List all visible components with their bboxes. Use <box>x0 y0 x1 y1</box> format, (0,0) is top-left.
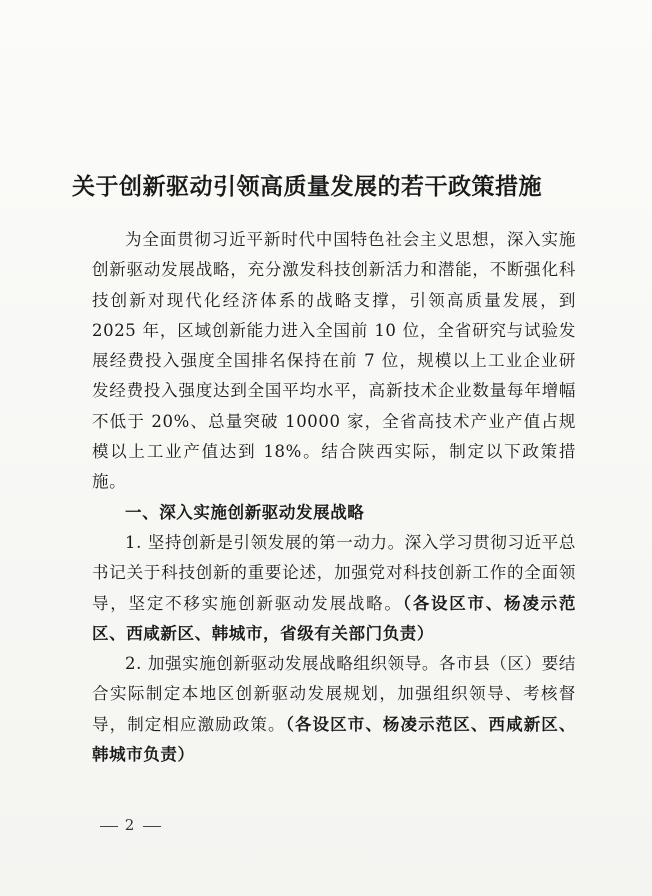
intro-paragraph: 为全面贯彻习近平新时代中国特色社会主义思想，深入实施创新驱动发展战略，充分激发科技创新活力和潜能，不断强化科技创新对现代化经济体系的战略支撑，引领高质量发展，到 2025 年，区域创新能力进入全国前 10 位，全省研究与试验发展经费投入强度全国排名保持在前 7 位，规模以上工业企业研发经费投入强度达到全国平均水平，高新技术企业数量每年增幅不低于 20%、总量突破 10000 家，全省高技术产业产值占规模以上工业产值达到 18%。结合陕西实际，制定以下政策措施。 <box>92 230 576 492</box>
document-body <box>92 225 576 770</box>
document-title: 关于创新驱动引领高质量发展的若干政策措施 <box>72 174 542 200</box>
item-text: 2. 加强实施创新驱动发展战略组织领导。各市县（区）要结合实际制定本地区创新驱动发展规划，加强组织领导、考核督导，制定相应激励政策。 <box>92 654 576 734</box>
list-item <box>92 649 576 770</box>
responsible-parties: （各设区市、杨凌示范区、西咸新区、韩城市负责） <box>92 714 576 765</box>
page-footer <box>100 816 161 834</box>
page-number: 2 <box>124 816 137 834</box>
responsible-parties: （各设区市、杨凌示范区、西咸新区、韩城市，省级有关部门负责） <box>92 593 577 643</box>
item-text: 1. 坚持创新是引领发展的第一动力。深入学习贯彻习近平总书记关于科技创新的重要论述，加强党对科技创新工作的全面领导，坚定不移实施创新驱动发展战略。 <box>92 532 576 613</box>
dash-left <box>100 826 118 827</box>
section-heading: 一、深入实施创新驱动发展战略 <box>125 502 365 522</box>
dash-right <box>143 826 161 827</box>
list-item <box>92 528 576 649</box>
